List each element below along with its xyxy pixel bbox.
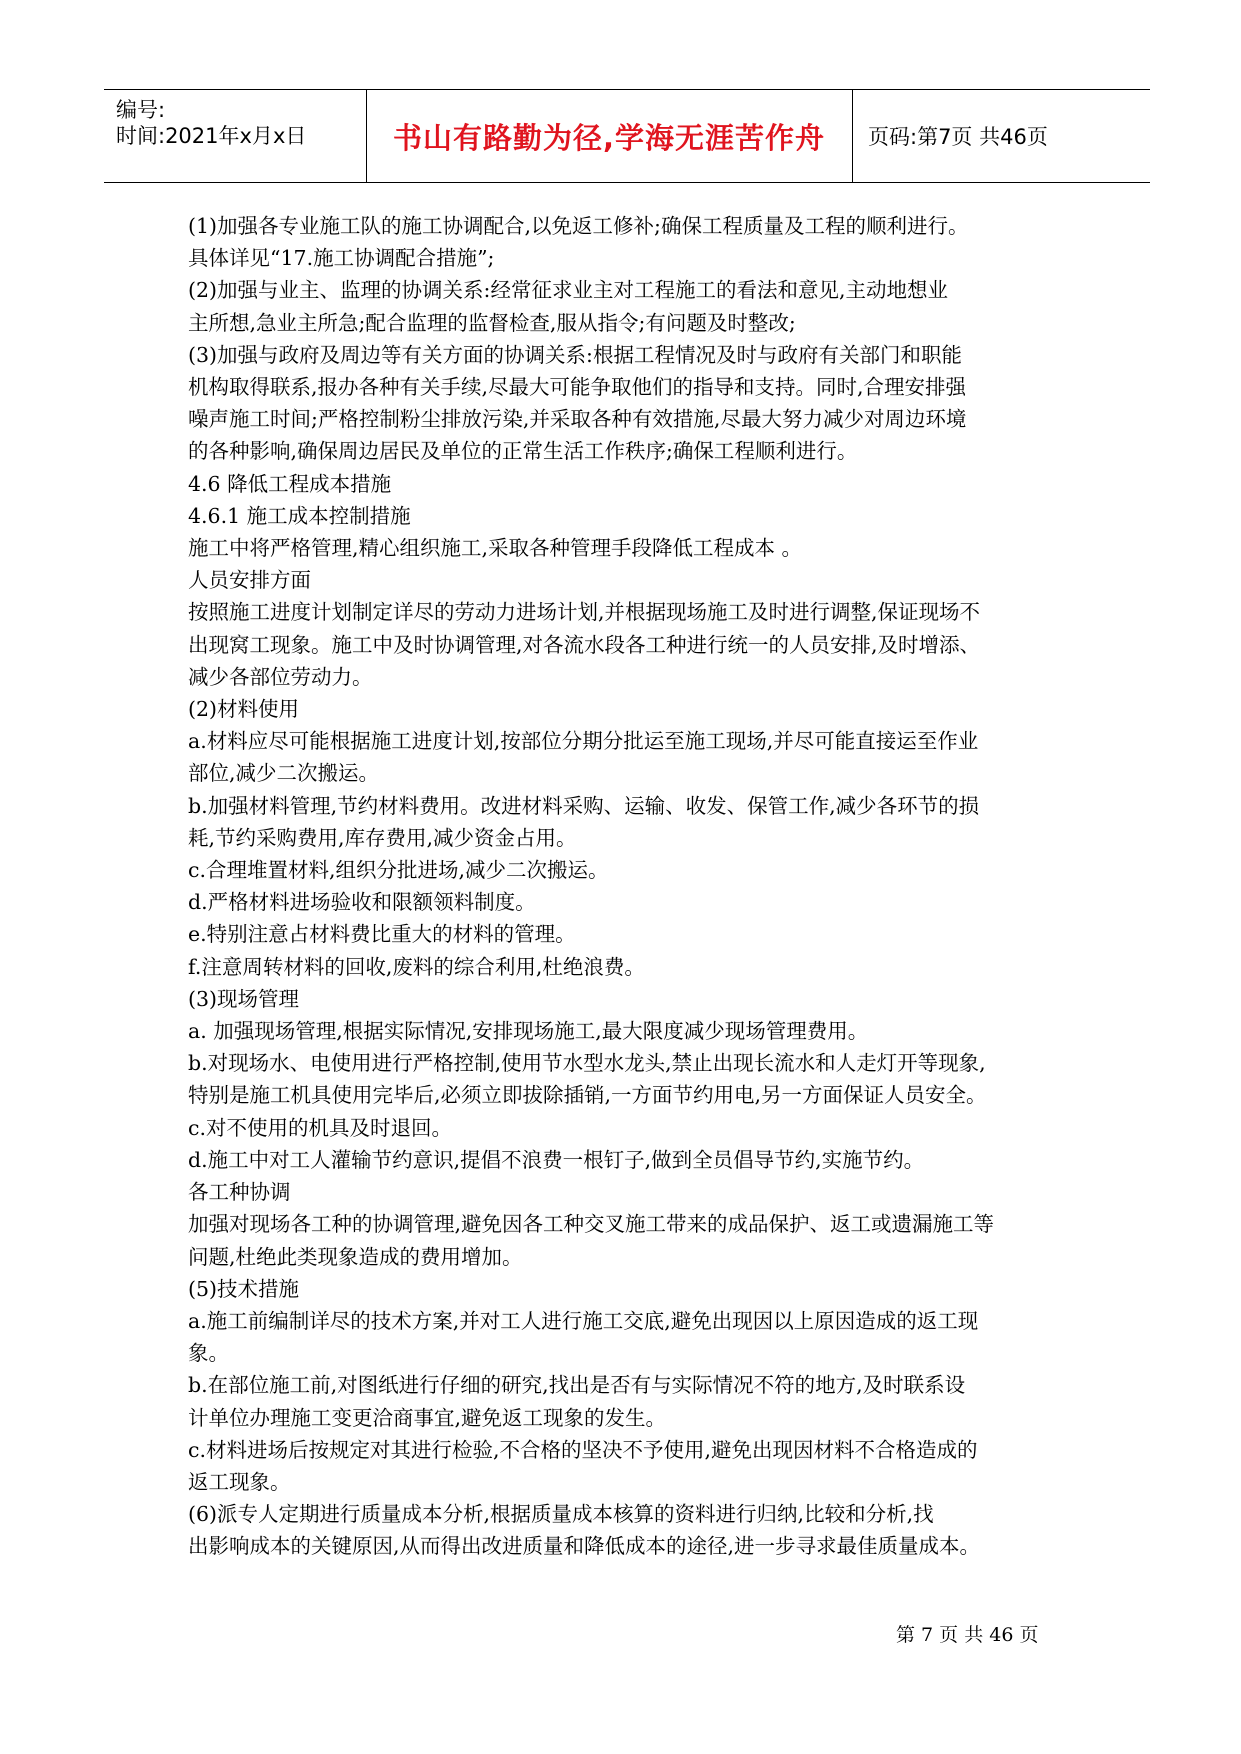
body-line: e.特别注意占材料费比重大的材料的管理。 xyxy=(188,922,576,947)
body-line: (2)加强与业主、监理的协调关系:经常征求业主对工程施工的看法和意见,主动地想业 xyxy=(188,278,948,303)
body-line: 的各种影响,确保周边居民及单位的正常生活工作秩序;确保工程顺利进行。 xyxy=(188,439,858,464)
body-line: 机构取得联系,报办各种有关手续,尽最大可能争取他们的指导和支持。同时,合理安排强 xyxy=(188,375,967,400)
document-number-label: 编号: xyxy=(116,98,166,122)
body-line: (3)现场管理 xyxy=(188,986,300,1011)
header-page-cell xyxy=(852,90,1150,182)
body-line: d.严格材料进场验收和限额领料制度。 xyxy=(188,890,536,915)
body-line: c.对不使用的机具及时退回。 xyxy=(188,1115,452,1140)
body-line: 具体详见“17.施工协调配合措施”; xyxy=(188,246,495,271)
body-line: 4.6.1 施工成本控制措施 xyxy=(188,503,411,528)
body-line: 象。 xyxy=(188,1341,229,1366)
body-line: 按照施工进度计划制定详尽的劳动力进场计划,并根据现场施工及时进行调整,保证现场不 xyxy=(188,600,981,625)
header-motto-cell xyxy=(366,90,853,182)
body-line: 噪声施工时间;严格控制粉尘排放污染,并采取各种有效措施,尽最大努力减少对周边环境 xyxy=(188,407,967,432)
body-line: (5)技术措施 xyxy=(188,1276,300,1301)
header-page-info: 页码:第7页 共46页 xyxy=(868,125,1048,149)
body-line: (6)派专人定期进行质量成本分析,根据质量成本核算的资料进行归纳,比较和分析,找 xyxy=(188,1502,934,1527)
body-line: f.注意周转材料的回收,废料的综合利用,杜绝浪费。 xyxy=(188,954,645,979)
header-motto: 书山有路勤为径,学海无涯苦作舟 xyxy=(392,120,826,155)
body-line: a. 加强现场管理,根据实际情况,安排现场施工,最大限度减少现场管理费用。 xyxy=(188,1019,869,1044)
body-line: 部位,减少二次搬运。 xyxy=(188,761,380,786)
page-footer: 第 7 页 共 46 页 xyxy=(896,1624,1039,1646)
body-line: a.材料应尽可能根据施工进度计划,按部位分期分批运至施工现场,并尽可能直接运至作业 xyxy=(188,729,979,754)
body-line: 问题,杜绝此类现象造成的费用增加。 xyxy=(188,1244,523,1269)
document-time-label: 时间:2021年x月x日 xyxy=(116,124,307,148)
body-line: 4.6 降低工程成本措施 xyxy=(188,471,392,496)
header-meta xyxy=(104,90,367,182)
body-line: 减少各部位劳动力。 xyxy=(188,664,373,689)
body-line: c.材料进场后按规定对其进行检验,不合格的坚决不予使用,避免出现因材料不合格造成的 xyxy=(188,1437,978,1462)
body-line: 主所想,急业主所急;配合监理的监督检查,服从指令;有问题及时整改; xyxy=(188,310,796,335)
body-line: 人员安排方面 xyxy=(188,568,311,593)
body-line: (2)材料使用 xyxy=(188,697,300,722)
body-line: (3)加强与政府及周边等有关方面的协调关系:根据工程情况及时与政府有关部门和职能 xyxy=(188,342,962,367)
body-line: (1)加强各专业施工队的施工协调配合,以免返工修补;确保工程质量及工程的顺利进行。 xyxy=(188,214,969,238)
body-line: 各工种协调 xyxy=(188,1180,291,1205)
body-line: b.对现场水、电使用进行严格控制,使用节水型水龙头,禁止出现长流水和人走灯开等现象, xyxy=(188,1051,986,1076)
body-line: 加强对现场各工种的协调管理,避免因各工种交叉施工带来的成品保护、返工或遗漏施工等 xyxy=(188,1212,995,1237)
body-line: 出影响成本的关键原因,从而得出改进质量和降低成本的途径,进一步寻求最佳质量成本。 xyxy=(188,1534,981,1559)
body-line: c.合理堆置材料,组织分批进场,减少二次搬运。 xyxy=(188,858,609,883)
body-line: 特别是施工机具使用完毕后,必须立即拔除插销,一方面节约用电,另一方面保证人员安全。 xyxy=(188,1083,987,1108)
body-line: b.在部位施工前,对图纸进行仔细的研究,找出是否有与实际情况不符的地方,及时联系设 xyxy=(188,1373,966,1398)
body-line: 出现窝工现象。施工中及时协调管理,对各流水段各工种进行统一的人员安排,及时增添、 xyxy=(188,632,981,657)
page-header xyxy=(104,89,1150,183)
body-line: 返工现象。 xyxy=(188,1469,291,1494)
body-line: 计单位办理施工变更洽商事宜,避免返工现象的发生。 xyxy=(188,1405,667,1430)
document-body xyxy=(188,210,1068,1563)
body-line: 施工中将严格管理,精心组织施工,采取各种管理手段降低工程成本 。 xyxy=(188,536,803,561)
body-line: d.施工中对工人灌输节约意识,提倡不浪费一根钉子,做到全员倡导节约,实施节约。 xyxy=(188,1147,925,1172)
body-line: b.加强材料管理,节约材料费用。改进材料采购、运输、收发、保管工作,减少各环节的损 xyxy=(188,793,980,818)
body-line: a.施工前编制详尽的技术方案,并对工人进行施工交底,避免出现因以上原因造成的返工现 xyxy=(188,1308,979,1333)
body-line: 耗,节约采购费用,库存费用,减少资金占用。 xyxy=(188,825,577,850)
